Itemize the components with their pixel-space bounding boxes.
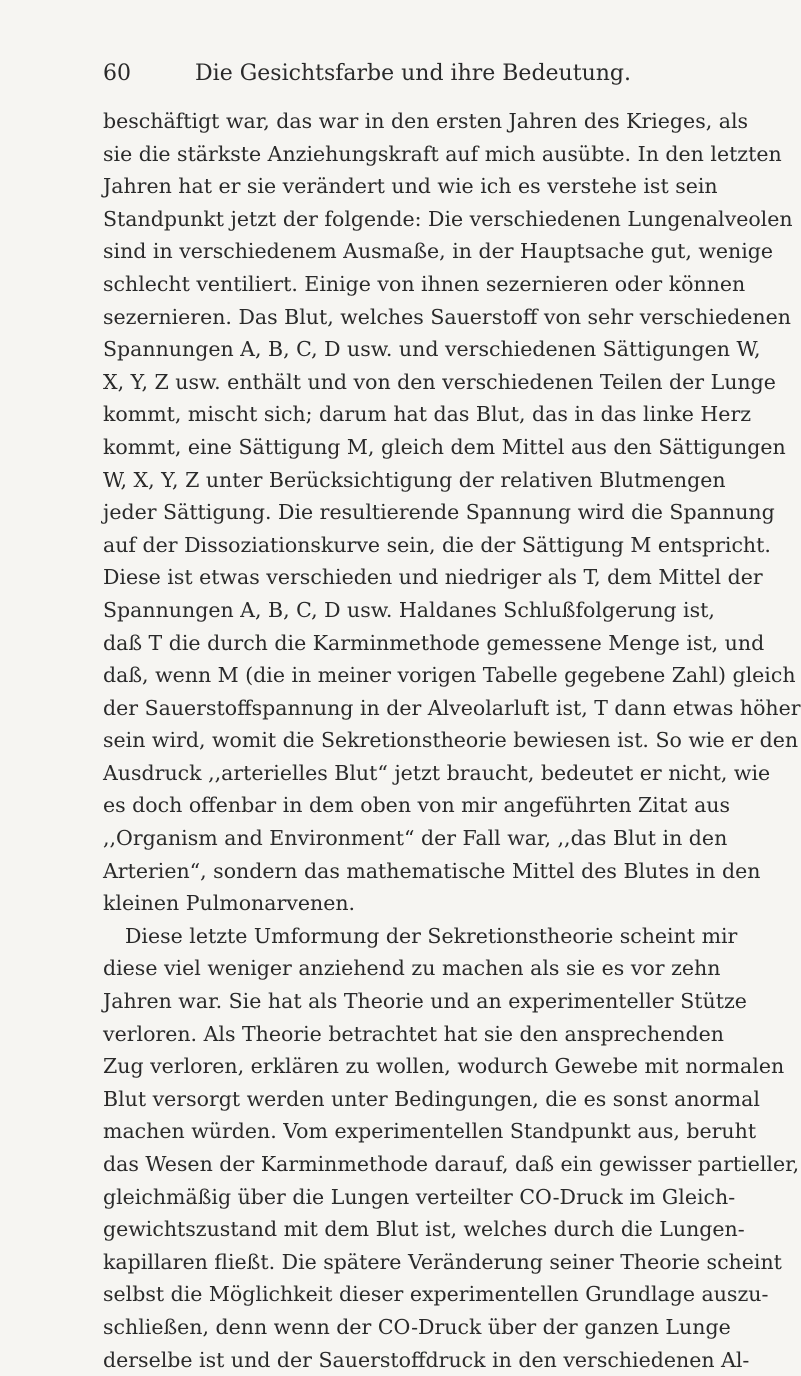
text-line: X, Y, Z usw. enthält und von den verschiedenen Teilen der Lunge — [103, 369, 776, 394]
text-line: Standpunkt jetzt der folgende: Die verschiedenen Lungenalveolen — [103, 206, 793, 231]
text-line: das Wesen der Karminmethode darauf, daß ein gewisser partieller, — [103, 1152, 800, 1176]
text-line: gleichmäßig über die Lungen verteilter CO-Druck im Gleich- — [103, 1184, 736, 1209]
text-line: diese viel weniger anziehend zu machen als sie es vor zehn — [103, 956, 721, 981]
text-line: derselbe ist und der Sauerstoffdruck in den verschiedenen Al- — [103, 1347, 750, 1372]
text-line: kleinen Pulmonarvenen. — [103, 891, 356, 916]
text-line: verloren. Als Theorie betrachtet hat sie den ansprechenden — [103, 1021, 725, 1046]
text-line: Spannungen A, B, C, D usw. Haldanes Schlußfolgerung ist, — [103, 597, 715, 622]
text-line: selbst die Möglichkeit dieser experimentellen Grundlage auszu- — [103, 1282, 769, 1307]
running-title: Die Gesichtsfarbe und ihre Bedeutung. — [195, 61, 631, 86]
text-line: Zug verloren, erklären zu wollen, wodurch Gewebe mit normalen — [103, 1054, 785, 1079]
text-line: Jahren hat er sie verändert und wie ich es verstehe ist sein — [103, 174, 718, 199]
text-line: Diese letzte Umformung der Sekretionstheorie scheint mir — [125, 923, 738, 948]
text-line: kommt, mischt sich; darum hat das Blut, das in das linke Herz — [103, 402, 752, 427]
page-number: 60 — [103, 61, 131, 86]
text-line: W, X, Y, Z unter Berücksichtigung der relativen Blutmengen — [103, 467, 726, 492]
page-header — [103, 58, 693, 90]
text-line: Spannungen A, B, C, D usw. und verschiedenen Sättigungen W, — [103, 337, 761, 362]
text-line: kapillaren fließt. Die spätere Veränderung seiner Theorie scheint — [103, 1249, 782, 1274]
text-line: Jahren war. Sie hat als Theorie und an experimenteller Stütze — [103, 989, 747, 1014]
text-line: machen würden. Vom experimentellen Standpunkt aus, beruht — [103, 1119, 757, 1144]
text-line: kommt, eine Sättigung M, gleich dem Mittel aus den Sättigungen — [103, 434, 786, 459]
text-line: jeder Sättigung. Die resultierende Spannung wird die Spannung — [103, 500, 775, 525]
body-text — [103, 105, 801, 1376]
text-line: ,,Organism and Environment“ der Fall war, ,,das Blut in den — [103, 826, 728, 851]
text-line: schlecht ventiliert. Einige von ihnen sezernieren oder können — [103, 271, 746, 296]
text-line: sie die stärkste Anziehungskraft auf mich ausübte. In den letzten — [103, 141, 782, 166]
text-line: Ausdruck ,,arterielles Blut“ jetzt braucht, bedeutet er nicht, wie — [103, 760, 771, 785]
text-line: sind in verschiedenem Ausmaße, in der Hauptsache gut, wenige — [103, 239, 774, 264]
text-line: Diese ist etwas verschieden und niedriger als T, dem Mittel der — [103, 565, 763, 590]
text-line: es doch offenbar in dem oben von mir angeführten Zitat aus — [103, 793, 731, 818]
text-line: daß T die durch die Karminmethode gemessene Menge ist, und — [103, 630, 765, 655]
text-line: Blut versorgt werden unter Bedingungen, die es sonst anormal — [103, 1086, 760, 1111]
text-line: schließen, denn wenn der CO-Druck über der ganzen Lunge — [103, 1314, 731, 1339]
text-line: auf der Dissoziationskurve sein, die der Sättigung M entspricht. — [103, 532, 771, 557]
text-line: daß, wenn M (die in meiner vorigen Tabelle gegebene Zahl) gleich — [103, 663, 796, 688]
text-line: der Sauerstoffspannung in der Alveolarluft ist, T dann etwas höher — [103, 695, 801, 720]
text-line: sein wird, womit die Sekretionstheorie bewiesen ist. So wie er den — [103, 728, 799, 753]
text-line: beschäftigt war, das war in den ersten Jahren des Krieges, als — [103, 109, 749, 133]
text-line: sezernieren. Das Blut, welches Sauerstoff von sehr verschiedenen — [103, 304, 791, 329]
paragraph — [103, 105, 801, 920]
text-line: Arterien“, sondern das mathematische Mittel des Blutes in den — [103, 858, 761, 883]
text-line: gewichtszustand mit dem Blut ist, welches durch die Lungen- — [103, 1217, 745, 1242]
paragraph — [103, 920, 800, 1376]
